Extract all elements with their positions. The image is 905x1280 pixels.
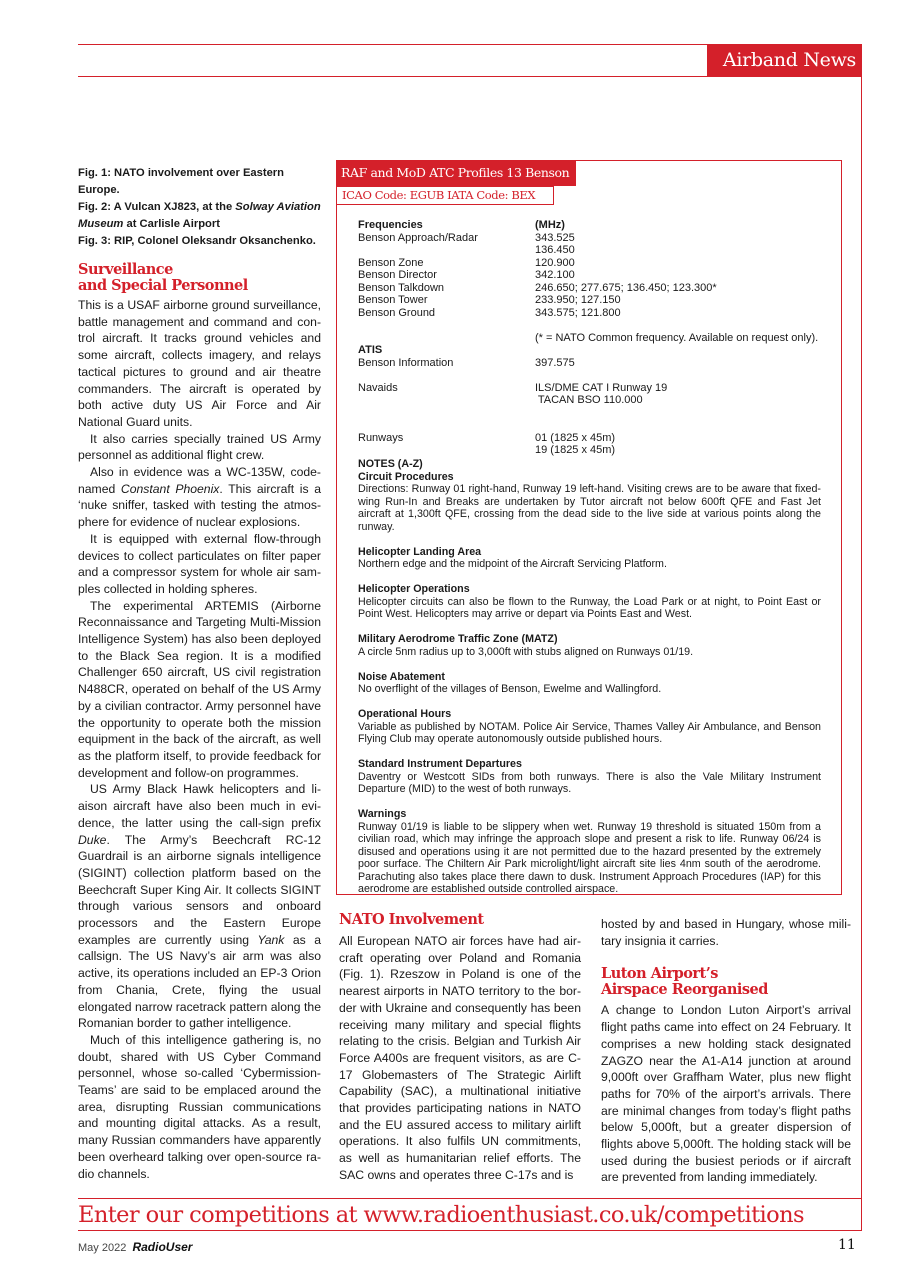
middle-column xyxy=(339,912,581,1184)
atis-header-row: ATIS xyxy=(358,344,383,356)
note-item: Standard Instrument Departures Daventry or Westcott SIDs from both runways. There is also the Vale Military Instrument Departure (MID) to the west of both runways. xyxy=(358,758,821,795)
competitions-banner[interactable]: Enter our competitions at www.radioenthusiast.co.uk/competitions xyxy=(78,1202,804,1228)
surveillance-paragraph: This is a USAF airborne ground surveillance, battle management and command and control aircraft. It tracks ground vehicles and some aircraft, collects imagery, and relays tactical pictures to ground and air theatre commanders. The aircraft is operated by both active duty US Air Force and Air National Guard units. xyxy=(78,298,321,429)
frequency-table xyxy=(358,219,823,457)
navaids-row: TACAN BSO 110.000 xyxy=(535,394,643,406)
frequency-row: Benson Talkdown 246.650; 277.675; 136.450; 123.300* xyxy=(358,281,717,294)
surveillance-paragraph: Also in evidence was a WC-135W, code-named Constant Phoenix. This aircraft is a ‘nuke sniffer, tasked with testing the atmosphere for evidence of nuclear explosions. xyxy=(78,465,322,530)
note-item: Noise Abatement No overflight of the villages of Benson, Ewelme and Wallingford. xyxy=(358,670,662,695)
luton-paragraph: A change to London Luton Airport’s arrival flight paths came into effect on 24 February. It comprises a new holding stack designated ZAGZO near the A1-A14 junction at around 9,000ft over Graffham Water, plus new flight paths for 70% of the airport’s arrivals. There are minimal changes from today’s flight paths below 5,000ft, but a greater dispersion of flights above 5,000ft. The holding stack will be used during the busiest periods or if aircraft are prevented from landing immediately. xyxy=(601,1003,851,1185)
figure-captions xyxy=(78,165,321,250)
right-column xyxy=(601,916,851,1186)
footer-bottom-rule xyxy=(78,1230,862,1231)
surveillance-heading: Surveillance and Special Personnel xyxy=(78,261,248,294)
surveillance-paragraph: The experimental ARTEMIS (Airborne Reconnaissance and Targeting Multi-Mission Intelligence System) has also been deployed to the Black Sea region. It is a modified Challenger 650 aircraft, US civil registration N488CR, operated on behalf of the US Army by a civilian contractor. Army personnel have the opportunity to operate both the mission equipment in the back of the aircraft, as well as the platform itself, to provide feedback for development and follow-on programmes. xyxy=(78,598,321,780)
nato-heading: NATO Involvement xyxy=(339,911,484,928)
surveillance-paragraph: Much of this intelligence gathering is, no doubt, shared with US Cyber Command personnel, whose so-called ‘Cybermission-Teams’ are said to be emplaced around the area, disrupting Russian communications and mounting digital attacks. As a result, many Russian commanders have apparently been overheard talking over open-source radio channels. xyxy=(78,1032,321,1181)
note-item: Operational Hours Variable as published by NOTAM. Police Air Service, Thames Valley Air Ambulance, and Benson Flying Club may operate autonomously outside published hours. xyxy=(358,708,821,745)
frequency-header-row: Frequencies (MHz) xyxy=(358,219,565,231)
caption-fig1: Fig. 1: NATO involvement over Eastern Europe. xyxy=(78,167,284,196)
footer-top-rule xyxy=(78,1198,862,1199)
page-number: 11 xyxy=(838,1237,856,1253)
surveillance-paragraph: It is equipped with external flow-through devices to collect particulates on filter paper and a compressor system for whole air samples collected in holding spheres. xyxy=(78,531,321,596)
frequency-row: 136.450 xyxy=(535,244,575,256)
frequency-row: Benson Ground 343.575; 121.800 xyxy=(358,306,621,319)
runways-row: 19 (1825 x 45m) xyxy=(535,444,616,456)
note-item: Helicopter Operations Helicopter circuits can also be flown to the Runway, the Load Park or at night, to Point East or Point West. Helicopters may arrive or depart via Points East and West. xyxy=(358,583,821,620)
section-tag: Airband News xyxy=(707,44,862,76)
caption-fig3: Fig. 3: RIP, Colonel Oleksandr Oksanchenko. xyxy=(78,235,316,247)
page-right-rule xyxy=(861,44,862,1230)
note-item: Warnings Runway 01/19 is liable to be slippery when wet. Runway 19 threshold is situated 150m from a civilian road, which may infringe the approach slope and present a risk to life. Runway 06/24 is disused and operations using it are not permitted due to the hazard presented by the extremely poor surface. The Chiltern Air Park microlight/light aircraft site lies 4nm south of the aerodrome. Parachuting also takes place there dawn to dusk. Instrument Approach Procedures (IAP) for this aerodrome are established outside controlled airspace. xyxy=(358,808,821,895)
luton-heading: Luton Airport’s Airspace Reorganised xyxy=(601,965,768,999)
frequency-row: Benson Approach/Radar 343.525 xyxy=(358,231,575,244)
atc-profile-title: RAF and MoD ATC Profiles 13 Benson xyxy=(336,160,576,186)
aerodrome-notes xyxy=(358,458,821,908)
atis-row: Benson Information 397.575 xyxy=(358,356,575,369)
surveillance-paragraph: US Army Black Hawk helicopters and liaison aircraft have also been much in evidence, the latter using the call-sign prefix Duke. The Army’s Beechcraft RC-12 Guardrail is an airborne signals intelligence (SIGINT) collection platform based on the Beechcraft Super King Air. It collects SIGINT through various sensors and onboard processors and the Eastern Europe examples are currently using Yank as a callsign. The US Navy’s air arm was also active, its operations included an EP-3 Orion from Chania, Crete, flying the usual elongated narrow racetrack pattern along the Romanian border to gather intelligence. xyxy=(78,782,321,1031)
caption-fig2: Fig. 2: A Vulcan XJ823, at the Solway Aviation Museum at Carlisle Airport xyxy=(78,201,321,230)
nato-paragraph-continued: hosted by and based in Hungary, whose military insignia it carries. xyxy=(601,917,851,948)
magazine-name: RadioUser xyxy=(132,1240,193,1254)
header-bottom-rule xyxy=(78,76,862,77)
note-item: Circuit Procedures Directions: Runway 01 right-hand, Runway 19 left-hand. Visiting crews are to be aware that fixed-wing Run-In and Breaks are undertaken by Tutor aircraft not below 600ft QFE and Fast Jet aircraft at 1,300ft QFE, crossing from the dead side to the live side at various points along the runway. xyxy=(358,470,821,533)
left-column xyxy=(78,165,321,1182)
note-item: Helicopter Landing Area Northern edge and the midpoint of the Aircraft Servicing Platform. xyxy=(358,545,667,570)
surveillance-paragraph: It also carries specially trained US Army personnel as additional flight crew. xyxy=(78,431,321,463)
frequency-row: Benson Tower 233.950; 127.150 xyxy=(358,294,621,306)
atc-icao-codes: ICAO Code: EGUB IATA Code: BEX xyxy=(336,186,554,205)
footer-issue: May 2022 RadioUser xyxy=(78,1240,193,1254)
frequency-row: Benson Zone 120.900 xyxy=(358,256,575,269)
runways-row: Runways 01 (1825 x 45m) xyxy=(358,431,616,444)
nato-paragraph: All European NATO air forces have had aircraft operating over Poland and Romania (Fig. 1). Rzeszow in Poland is one of the nearest airports in NATO territory to the border with Ukraine and consequently has been receiving many military and special flights relating to the crisis. Belgian and Turkish Air Force A400s are frequent visitors, as are C-17 Globemasters of The Strategic Airlift Capability (SAC), a multinational initiative that provides participating nations in NATO and the EU assured access to military airlift operations. It also fulfils UN commitments, as well as humanitarian relief efforts. The SAC owns and operates three C-17s and is xyxy=(339,934,581,1182)
notes-heading: NOTES (A-Z) xyxy=(358,458,423,470)
navaids-row: Navaids ILS/DME CAT I Runway 19 xyxy=(358,381,668,394)
frequency-note-row: (* = NATO Common frequency. Available on request only). xyxy=(535,331,819,344)
note-item: Military Aerodrome Traffic Zone (MATZ) A circle 5nm radius up to 3,000ft with stubs aligned on Runways 01/19. xyxy=(358,633,694,658)
frequency-row: Benson Director 342.100 xyxy=(358,269,575,281)
